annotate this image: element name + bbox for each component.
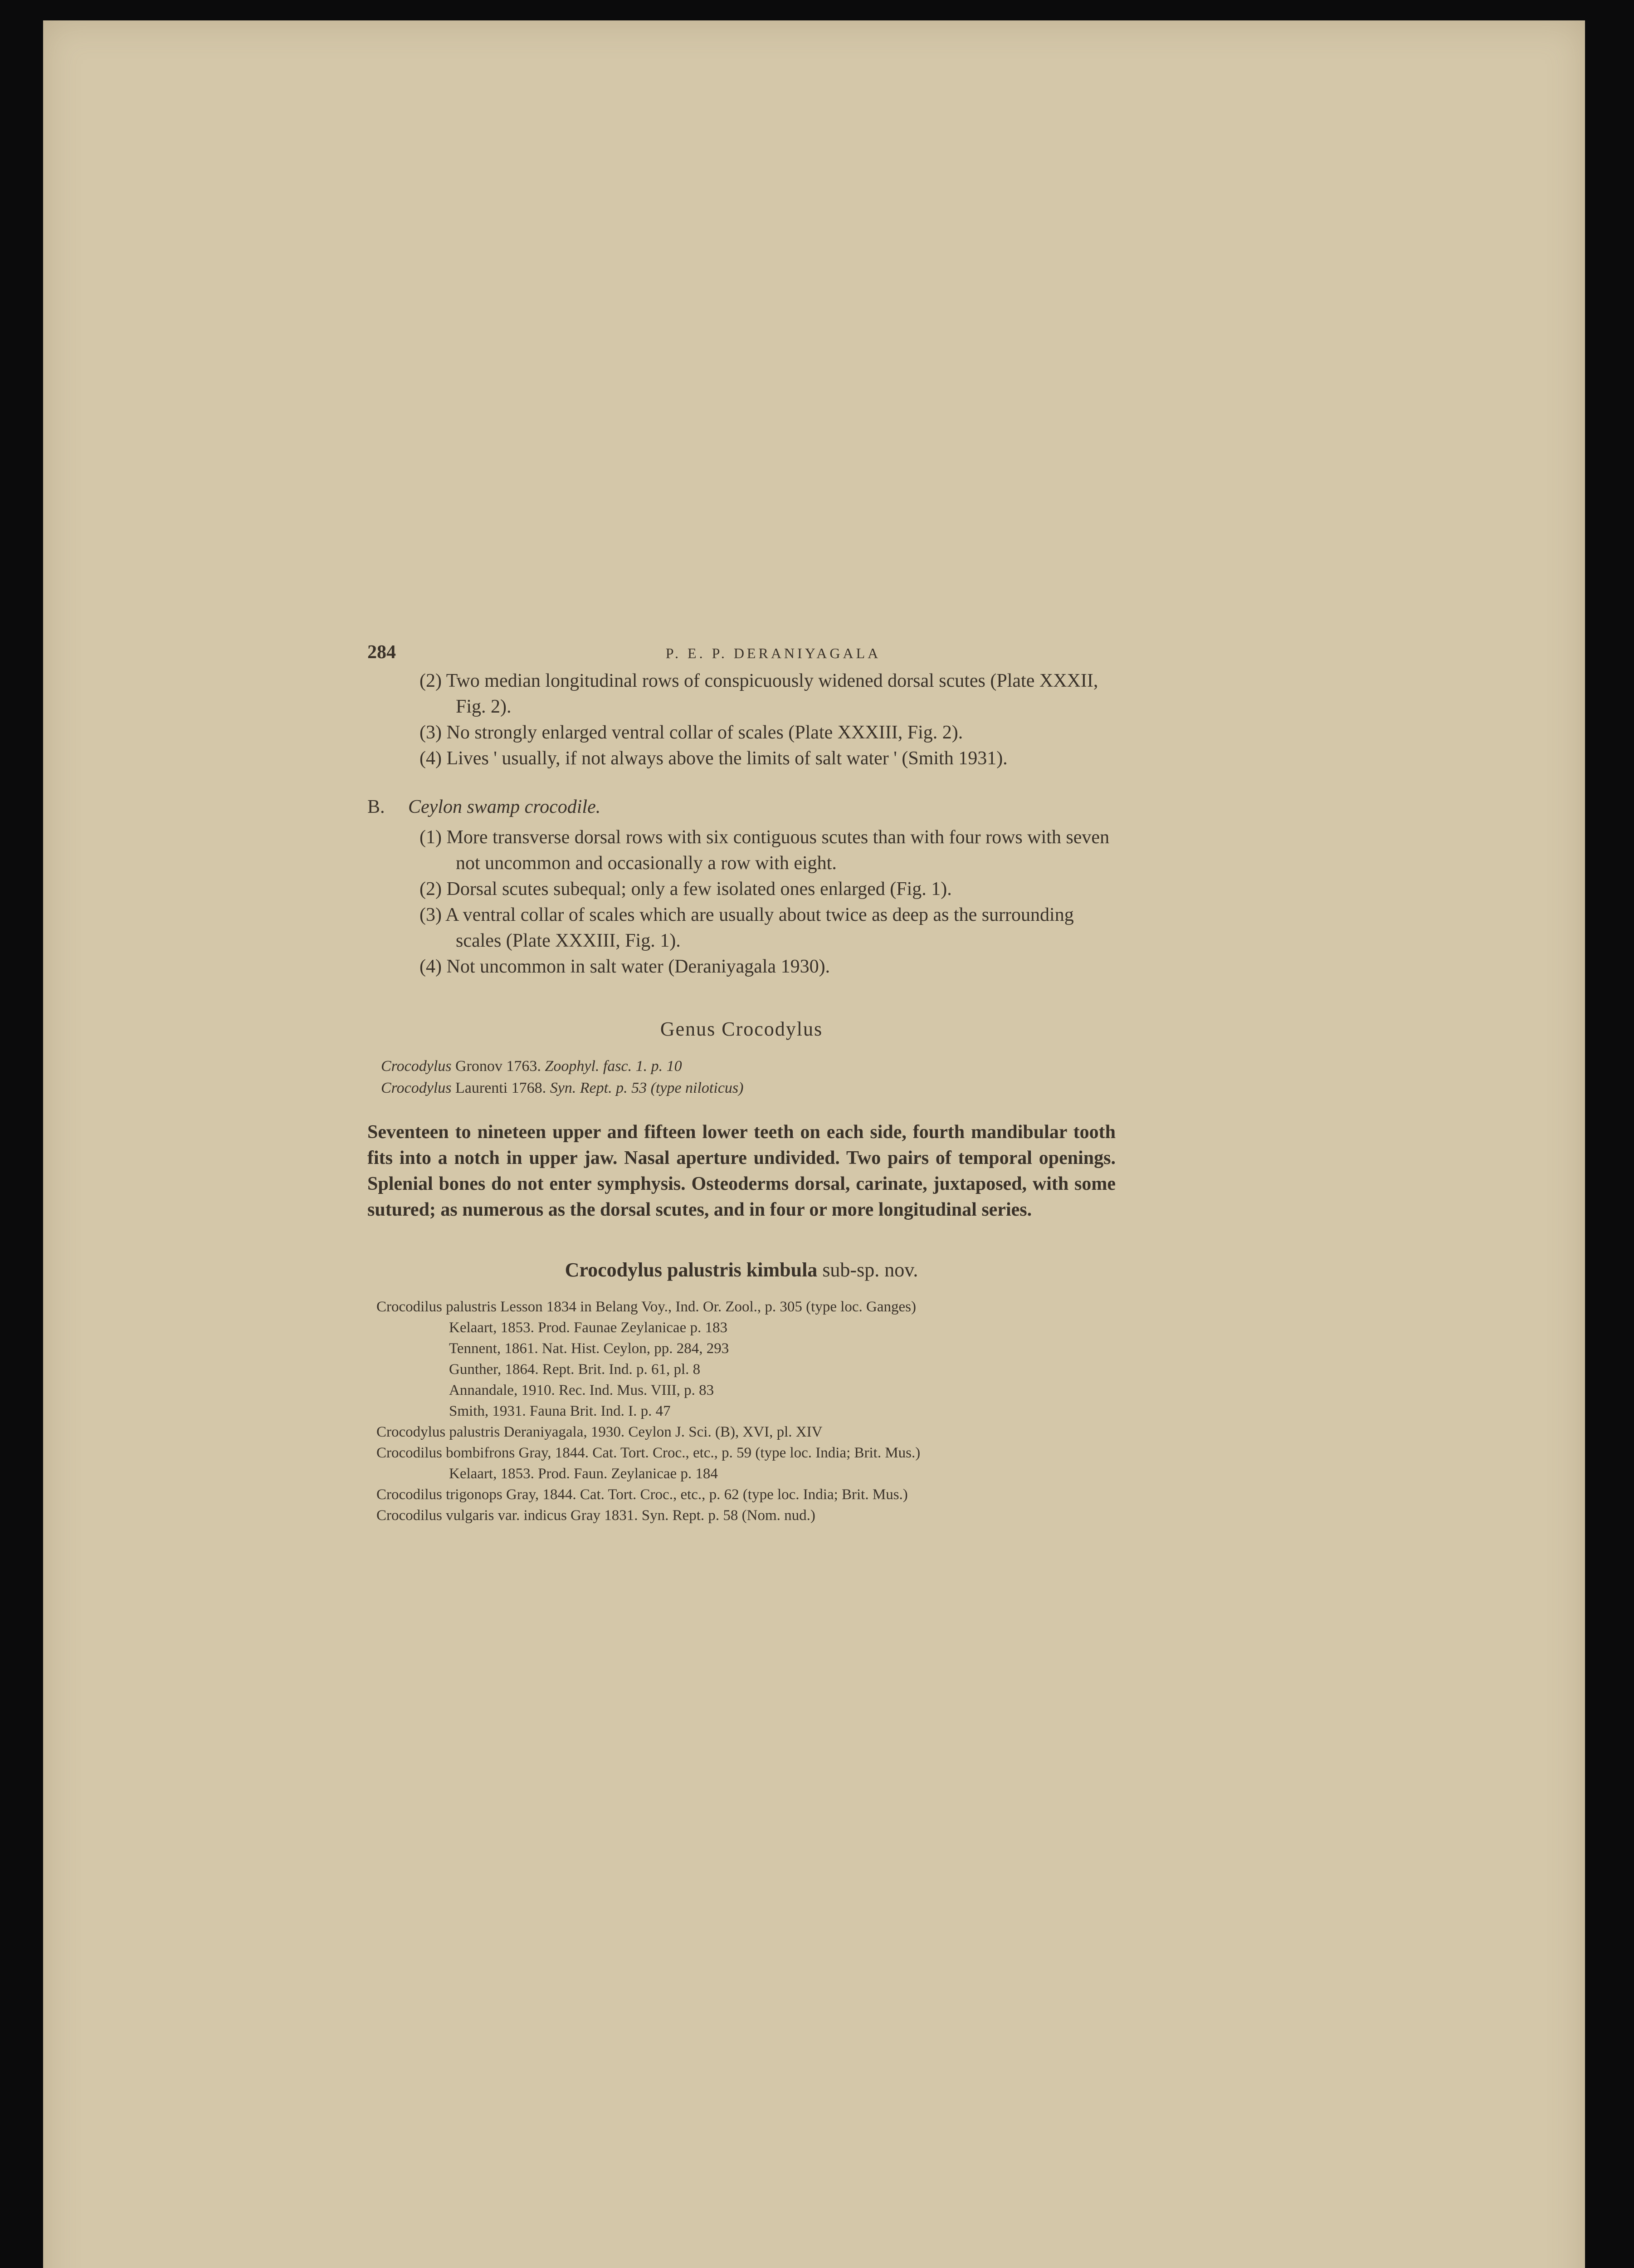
section-a-item bbox=[404, 720, 1116, 746]
section-b-item bbox=[404, 954, 1116, 980]
item-number: (2) bbox=[419, 879, 447, 899]
item-text: Dorsal scutes subequal; only a few isolated ones enlarged (Fig. 1). bbox=[446, 879, 952, 899]
species-synonym: Tennent, 1861. Nat. Hist. Ceylon, pp. 284, 293 bbox=[449, 1340, 729, 1357]
species-synonym: Annandale, 1910. Rec. Ind. Mus. VIII, p. 83 bbox=[449, 1382, 714, 1398]
item-text: Lives ' usually, if not always above the limits of salt water ' (Smith 1931). bbox=[446, 748, 1008, 769]
genus-heading: Genus Crocodylus bbox=[660, 1018, 823, 1040]
item-number: (3) bbox=[419, 722, 447, 743]
item-number: (3) bbox=[419, 904, 446, 925]
section-b-title: Ceylon swamp crocodile. bbox=[408, 797, 601, 817]
species-synonym: Kelaart, 1853. Prod. Faun. Zeylanicae p. 184 bbox=[449, 1466, 718, 1482]
item-number: (4) bbox=[419, 956, 447, 977]
species-synonym: Smith, 1931. Fauna Brit. Ind. I. p. 47 bbox=[449, 1403, 671, 1419]
species-suffix: sub-sp. nov. bbox=[817, 1259, 918, 1281]
synonym-author: Laurenti 1768. bbox=[451, 1080, 550, 1096]
item-text: A ventral collar of scales which are usually about twice as deep as the surrounding scales (Plate XXXIII, Fig. 1). bbox=[445, 904, 1074, 951]
item-text: No strongly enlarged ventral collar of scales (Plate XXXIII, Fig. 2). bbox=[446, 722, 963, 743]
section-b-item bbox=[404, 902, 1116, 954]
section-b-list bbox=[367, 825, 1116, 980]
running-head: P. E. P. DERANIYAGALA bbox=[665, 645, 881, 661]
species-synonyms bbox=[367, 1296, 1116, 1526]
section-a-item bbox=[404, 668, 1116, 720]
item-number: (2) bbox=[419, 670, 446, 691]
genus-synonym bbox=[367, 1056, 1116, 1077]
species-synonym: Gunther, 1864. Rept. Brit. Ind. p. 61, pl. 8 bbox=[449, 1361, 701, 1378]
item-number: (1) bbox=[419, 827, 447, 848]
synonym-reference: Syn. Rept. p. 53 (type niloticus) bbox=[550, 1080, 744, 1096]
genus-synonyms bbox=[367, 1056, 1116, 1099]
species-heading bbox=[367, 1257, 1116, 1283]
synonym-reference: Zoophyl. fasc. 1. p. 10 bbox=[545, 1058, 682, 1075]
item-number: (4) bbox=[419, 748, 447, 769]
section-b-letter: B. bbox=[367, 797, 385, 817]
page-header bbox=[367, 640, 1116, 666]
genus-synonym bbox=[367, 1077, 1116, 1099]
species-synonym: Crocodilus bombifrons Gray, 1844. Cat. Tort. Croc., etc., p. 59 (type loc. India; Brit. Mus.) bbox=[376, 1445, 921, 1461]
species-synonym: Crocodilus palustris Lesson 1834 in Belang Voy., Ind. Or. Zool., p. 305 (type loc. Ganges) bbox=[376, 1299, 917, 1315]
genus-description: Seventeen to nineteen upper and fifteen lower teeth on each side, fourth mandibular tooth fits into a notch in upper jaw. Nasal aperture undivided. Two pairs of temporal openings. Splenial bones do not enter symphysis. Osteoderms dorsal, carinate, juxtaposed, with some sutured; as numerous as the dorsal scutes, and in four or more longitudinal series. bbox=[367, 1122, 1116, 1220]
page-number: 284 bbox=[367, 642, 396, 663]
species-synonym: Crocodilus vulgaris var. indicus Gray 1831. Syn. Rept. p. 58 (Nom. nud.) bbox=[376, 1507, 815, 1524]
section-b-heading bbox=[367, 794, 1116, 820]
item-text: Not uncommon in salt water (Deraniyagala 1930). bbox=[446, 956, 830, 977]
section-b-item bbox=[404, 876, 1116, 902]
species-name: Crocodylus palustris kimbula bbox=[565, 1259, 818, 1281]
paper-sheet bbox=[43, 20, 1585, 2268]
section-a-item bbox=[404, 746, 1116, 772]
species-synonym: Crocodylus palustris Deraniyagala, 1930. Ceylon J. Sci. (B), XVI, pl. XIV bbox=[376, 1424, 823, 1440]
synonym-name: Crocodylus bbox=[381, 1058, 452, 1075]
species-synonym: Kelaart, 1853. Prod. Faunae Zeylanicae p. 183 bbox=[449, 1320, 727, 1336]
item-text: Two median longitudinal rows of conspicuously widened dorsal scutes (Plate XXXII, Fig. 2). bbox=[446, 670, 1098, 717]
section-a-list bbox=[367, 668, 1116, 772]
page-text bbox=[367, 640, 1116, 1526]
species-synonym: Crocodilus trigonops Gray, 1844. Cat. Tort. Croc., etc., p. 62 (type loc. India; Brit. Mus.) bbox=[376, 1486, 908, 1503]
item-text: More transverse dorsal rows with six contiguous scutes than with four rows with seven not uncommon and occasionally a row with eight. bbox=[446, 827, 1110, 874]
synonym-author: Gronov 1763. bbox=[451, 1058, 545, 1075]
section-b-item bbox=[404, 825, 1116, 876]
synonym-name: Crocodylus bbox=[381, 1080, 452, 1096]
